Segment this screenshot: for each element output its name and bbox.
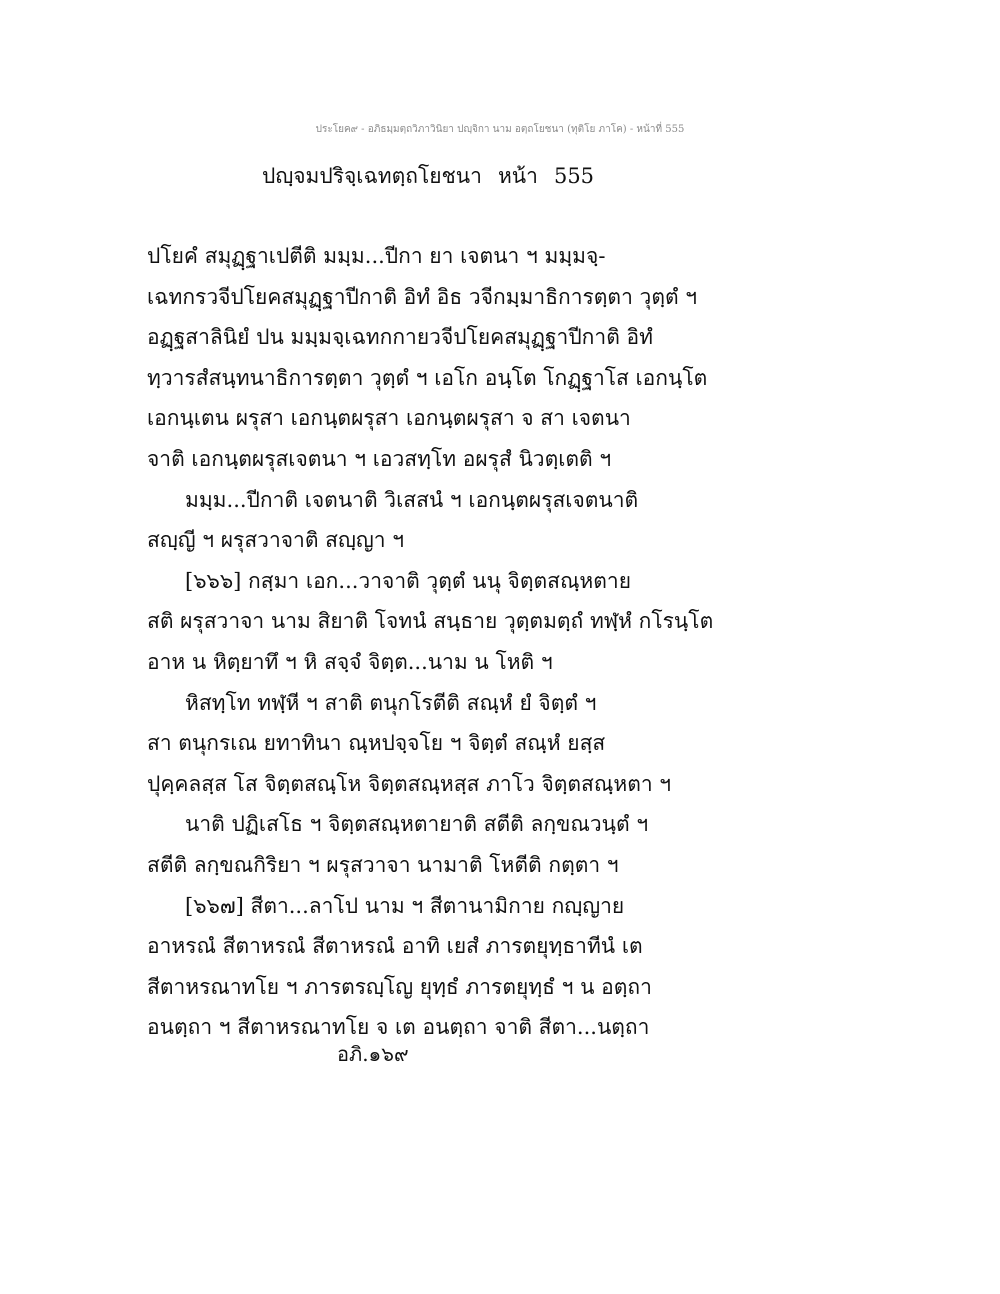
running-header: ประโยค๙ - อภิธมฺมตฺถวิภาวินิยา ปญฺจิกา นาม อตฺถโยชนา (ทุติโย ภาโค) - หน้าที่ 555 [315,124,685,135]
text-line: [๖๖๗] สีตา...ลาโป นาม ฯ สีตานามิกาย กญฺญาย [185,893,625,918]
section-title: ปญฺจมปริจฺเฉทตฺถโยชนา [262,164,482,188]
section-title-line [262,160,594,193]
text-line: อนตฺถา ฯ สีตาหรณาทโย จ เต อนตฺถา จาติ สีตา...นตฺถา [147,1015,650,1040]
body-text [147,236,714,1048]
text-line: มมฺม...ปีกาติ เจตนาติ วิเสสนํ ฯ เอกนฺตผรุสเจตนาติ [185,487,639,512]
text-line: เฉทกรวจีปโยคสมุฏฺฐาปีกาติ อิทํ อิธ วจีกมฺมาธิการตฺตา วุตฺตํ ฯ [147,284,698,309]
text-line: เอกนฺเตน ผรุสา เอกนฺตผรุสา เอกนฺตผรุสา จ สา เจตนา [147,406,631,431]
text-line: สญฺญี ฯ ผรุสวาจาติ สญฺญา ฯ [147,528,405,553]
text-line: อฏฺฐสาลินิยํ ปน มมฺมจฺเฉทกกายวจีปโยคสมุฏฺฐาปีกาติ อิทํ [147,325,653,350]
text-line: อาหรณํ สีตาหรณํ สีตาหรณํ อาทิ เยสํ ภารตยุทฺธาทีนํ เต [147,934,643,959]
page-number: 555 [553,164,595,188]
text-line: นาติ ปฏิเสโธ ฯ จิตฺตสณฺหตายาติ สตีติ ลกฺขณวนฺตํ ฯ [185,812,649,837]
text-line: สติ ผรุสวาจา นาม สิยาติ โจทนํ สนฺธาย วุตฺตมตฺถํ ทฬฺหํ กโรนฺโต [147,609,714,634]
text-line: หิสทฺโท ทฬฺหี ฯ สาติ ตนุกโรตีติ สณฺหํ ยํ จิตฺตํ ฯ [185,690,597,715]
text-line: [๖๖๖] กสฺมา เอก...วาจาติ วุตฺตํ นนุ จิตฺตสณฺหตาย [185,568,632,593]
footer-reference: อภิ.๑๖๙ [337,1042,409,1066]
text-line: ปโยคํ สมุฏฺฐาเปตีติ มมฺม...ปีกา ยา เจตนา ฯ มมฺมจฺ- [147,244,606,268]
text-line: อาห น หิตฺยาทึ ฯ หิ สจฺจํ จิตฺต...นาม น โหติ ฯ [147,649,553,674]
text-line: สีตาหรณาทโย ฯ ภารตรญฺโญ ยุทฺธํ ภารตยุทฺธํ ฯ น อตฺถา [147,974,652,999]
text-line: สา ตนุกรเณ ยทาทินา ณฺหปจฺจโย ฯ จิตฺตํ สณฺหํ ยสฺส [147,731,606,756]
page-label: หน้า [497,164,538,188]
text-line: ปุคฺคลสฺส โส จิตฺตสณฺโห จิตฺตสณฺหสฺส ภาโว จิตฺตสณฺหตา ฯ [147,771,672,796]
text-line: จาติ เอกนฺตผรุสเจตนา ฯ เอวสทฺโท อผรุสํ นิวตฺเตติ ฯ [147,446,612,471]
text-line: ทฺวารสํสนฺทนาธิการตฺตา วุตฺตํ ฯ เอโก อนฺโต โกฏฺฐาโส เอกนฺโต [147,365,708,390]
text-line: สตีติ ลกฺขณกิริยา ฯ ผรุสวาจา นามาติ โหตีติ กตฺตา ฯ [147,852,619,877]
